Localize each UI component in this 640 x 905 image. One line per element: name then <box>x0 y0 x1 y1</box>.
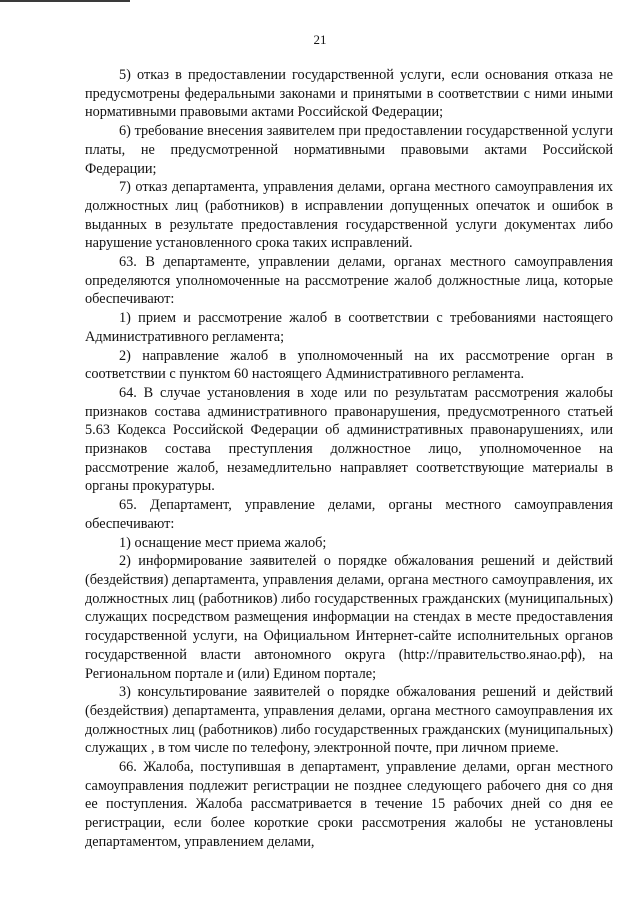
page-number: 21 <box>313 32 327 47</box>
paragraph-item-6: 6) требование внесения заявителем при предоставлении государственной услуги платы, не предусмотренной нормативными правовыми актами Российской Федерации; <box>85 123 613 177</box>
paragraph-item-7: 7) отказ департамента, управления делами, органа местного самоуправления их должностных лиц (работников) в исправлении допущенных опечаток и ошибок в выданных в результате предоставления государственной услуги документах либо нарушение установленного срока таких исправлений. <box>85 179 613 252</box>
paragraph-65-item-1: 1) оснащение мест приема жалоб; <box>119 534 327 551</box>
paragraph-65-item-2: 2) информирование заявителей о порядке обжалования решений и действий (бездействия) департамента, управления делами, органа местного самоуправления, их должностных лиц (работников) либо государственных гражданских (муниципальных) служащих посредством размещения информации на стендах в месте предоставления государственной услуги, на Официальном Интернет-сайте исполнительных органов государственной власти автономного округа (http://правительство.янао.рф), на Региональном портале и (или) Едином портале; <box>85 553 613 682</box>
paragraph-section-64: 64. В случае установления в ходе или по результатам рассмотрения жалобы признаков состава административного правонарушения, предусмотренного статьей 5.63 Кодекса Российской Федерации об административных правонарушениях, или признаков состава преступления должностное лицо, уполномоченное на рассмотрение жалоб, незамедлительно направляет соответствующие материалы в органы прокуратуры. <box>85 384 613 495</box>
paragraph-section-66: 66. Жалоба, поступившая в департамент, управление делами, орган местного самоуправления подлежит регистрации не позднее следующего рабочего дня со дня ее поступления. Жалоба рассматривается в течение 15 рабочих дней со дня ее регистрации, если более короткие сроки рассмотрения жалобы не установлены департаментом, управлением делами, <box>85 759 613 850</box>
document-body <box>85 66 613 852</box>
paragraph-63-item-2: 2) направление жалоб в уполномоченный на их рассмотрение орган в соответствии с пунктом 60 настоящего Административного регламента. <box>85 347 613 383</box>
paragraph-63-item-1: 1) прием и рассмотрение жалоб в соответствии с требованиями настоящего Административного регламента; <box>85 310 613 345</box>
paragraph-section-63: 63. В департаменте, управлении делами, органах местного самоуправления определяются уполномоченные на рассмотрение жалоб должностные лица, которые обеспечивают: <box>85 254 613 308</box>
paragraph-section-65: 65. Департамент, управление делами, органы местного самоуправления обеспечивают: <box>85 497 613 532</box>
paragraph-item-5: 5) отказ в предоставлении государственной услуги, если основания отказа не предусмотрены федеральными законами и принятыми в соответствии с ними иными нормативными правовыми актами Российской Федерации; <box>85 67 613 121</box>
paragraph-65-item-3: 3) консультирование заявителей о порядке обжалования решений и действий (бездействия) департамента, управления делами, органа местного самоуправления их должностных лиц (работников) либо государственных гражданских (муниципальных) служащих , в том числе по телефону, электронной почте, при личном приеме. <box>85 684 613 757</box>
header-rule <box>0 0 130 2</box>
